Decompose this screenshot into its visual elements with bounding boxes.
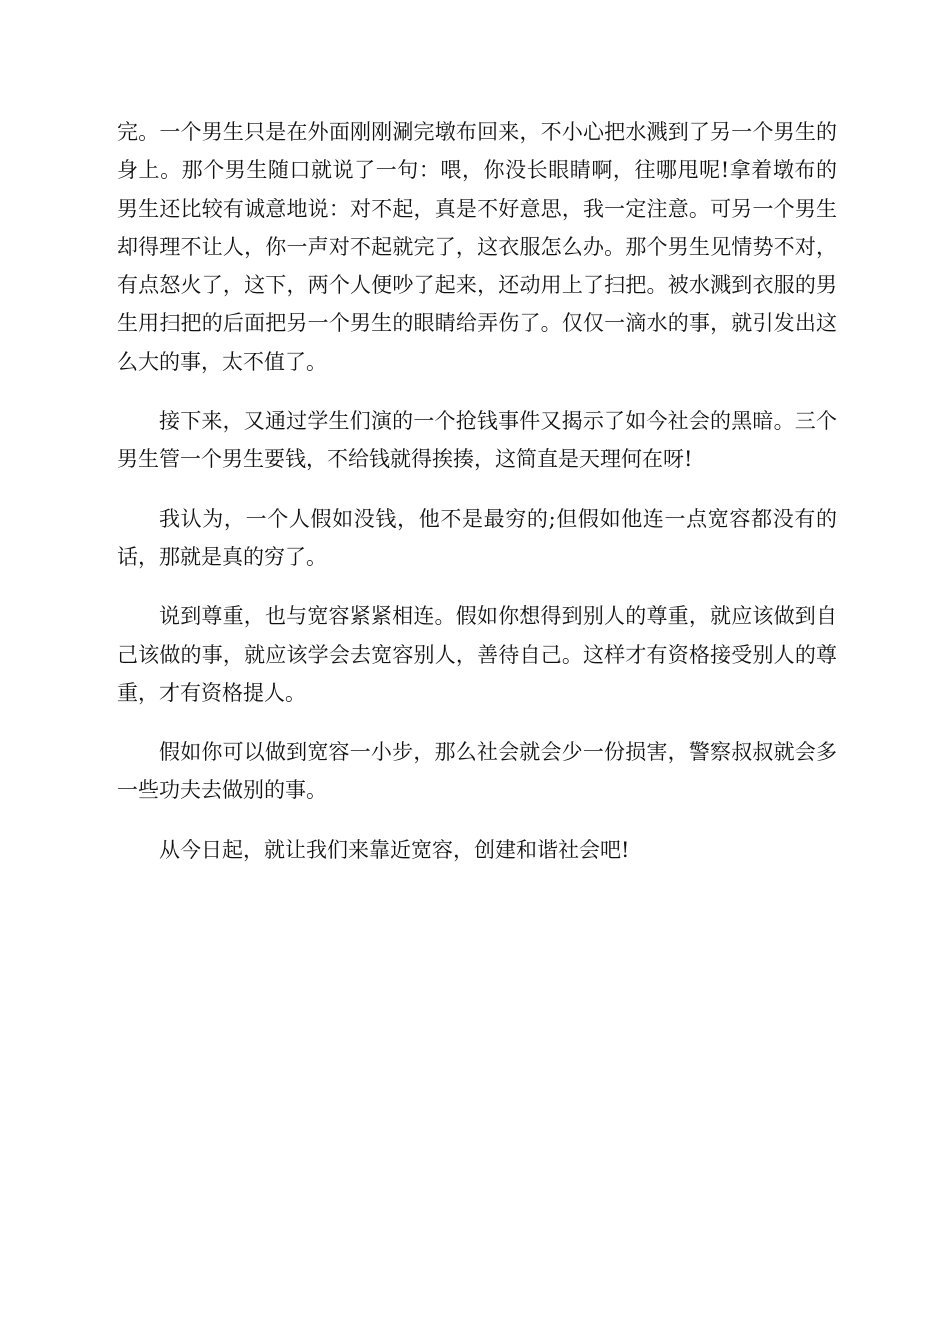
paragraph-robbery: 接下来，又通过学生们演的一个抢钱事件又揭示了如今社会的黑暗。三个男生管一个男生要钱，不给钱就得挨揍，这简直是天理何在呀! — [117, 409, 837, 472]
paragraph-respect: 说到尊重，也与宽容紧紧相连。假如你想得到别人的尊重，就应该做到自己该做的事，就应该学会去宽容别人，善待自己。这样才有资格接受别人的尊重，才有资格提人。 — [117, 604, 837, 705]
paragraph-poverty: 我认为，一个人假如没钱，他不是最穷的;但假如他连一点宽容都没有的话，那就是真的穷了。 — [117, 506, 837, 569]
paragraph-small-step: 假如你可以做到宽容一小步，那么社会就会少一份损害，警察叔叔就会多一些功夫去做别的事。 — [117, 740, 837, 803]
paragraph-continuation: 完。一个男生只是在外面刚刚涮完墩布回来，不小心把水溅到了另一个男生的身上。那个男生随口就说了一句：喂，你没长眼睛啊，往哪甩呢!拿着墩布的男生还比较有诚意地说：对不起，真是不好意思，我一定注意。可另一个男生却得理不让人，你一声对不起就完了，这衣服怎么办。那个男生见情势不对，有点怒火了，这下，两个人便吵了起来，还动用上了扫把。被水溅到衣服的男生用扫把的后面把另一个男生的眼睛给弄伤了。仅仅一滴水的事，就引发出这么大的事，太不值了。 — [117, 120, 837, 374]
document-body — [117, 113, 837, 890]
paragraph-conclusion: 从今日起，就让我们来靠近宽容，创建和谐社会吧! — [159, 837, 630, 862]
